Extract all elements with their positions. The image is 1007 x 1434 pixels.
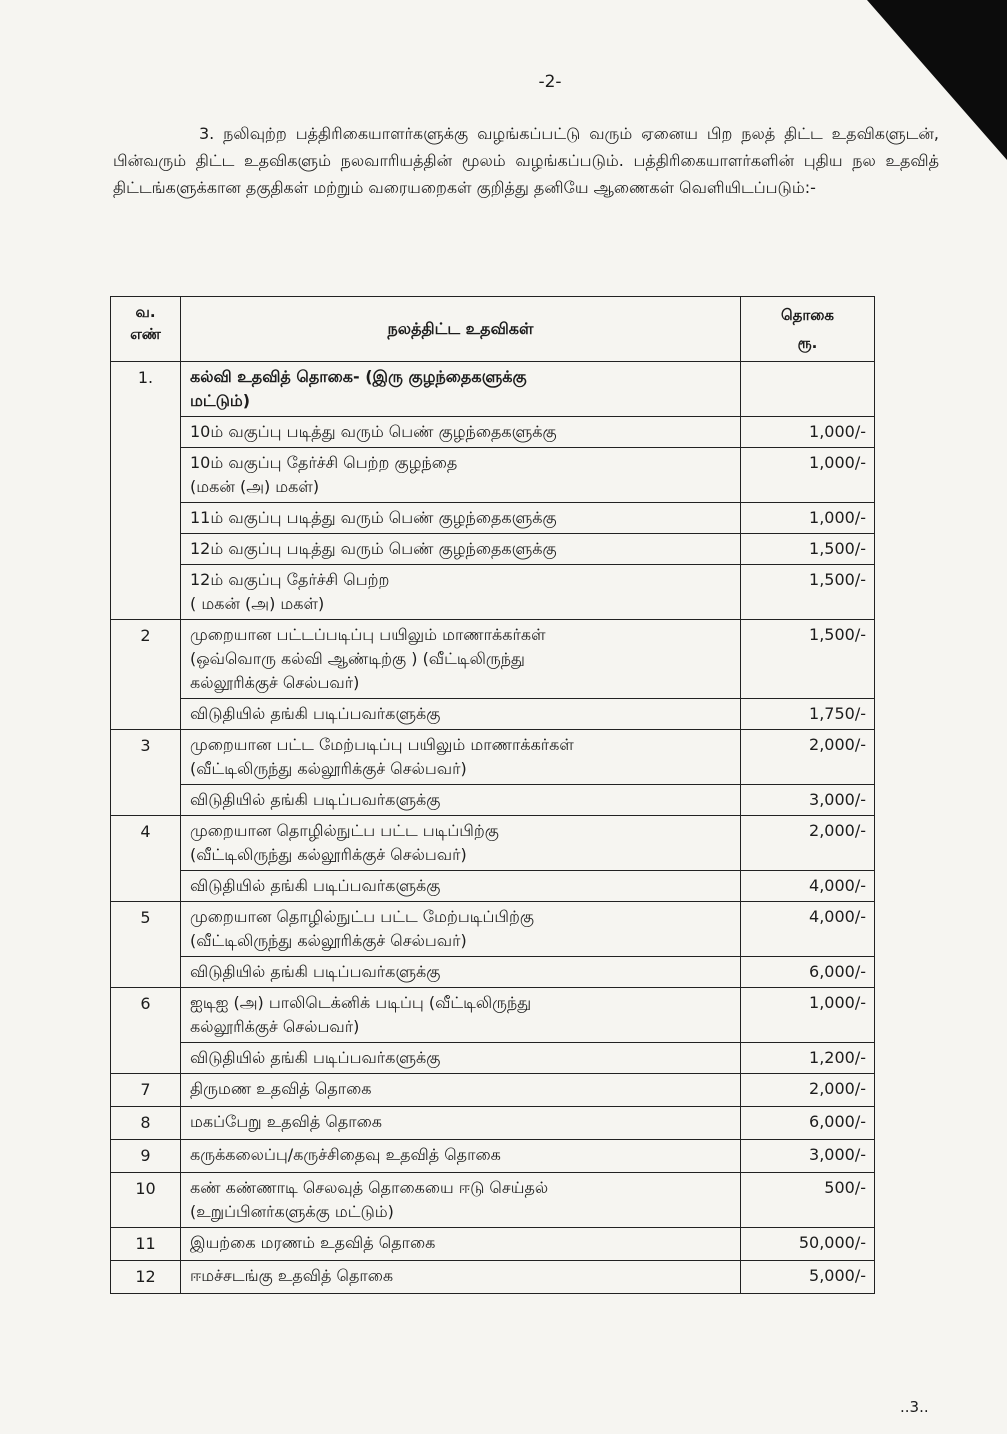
- table-row: [111, 503, 875, 534]
- header-sno-line1: வ.: [135, 303, 156, 321]
- row-description-line: (உறுப்பினர்களுக்கு மட்டும்): [190, 1202, 394, 1221]
- row-amount: 2,000/-: [741, 1074, 875, 1107]
- row-description: [181, 988, 741, 1043]
- row-amount: 3,000/-: [741, 1140, 875, 1173]
- row-description: [181, 730, 741, 785]
- row-description-line: ஈமச்சடங்கு உதவித் தொகை: [190, 1266, 394, 1285]
- row-description-line: 10ம் வகுப்பு படித்து வரும் பெண் குழந்தைகளுக்கு: [190, 422, 557, 441]
- welfare-schemes-table: [110, 296, 875, 1294]
- row-description: [181, 871, 741, 902]
- header-amount-line2: ரூ.: [797, 334, 818, 352]
- row-sno: [111, 448, 181, 503]
- row-description-line: ( மகன் (அ) மகள்): [190, 594, 325, 613]
- row-description: [181, 699, 741, 730]
- row-description: [181, 1173, 741, 1228]
- row-description-line: திருமண உதவித் தொகை: [190, 1079, 372, 1098]
- table-row: [111, 816, 875, 871]
- row-description-line: முறையான தொழில்நுட்ப பட்ட மேற்படிப்பிற்கு: [190, 907, 535, 926]
- next-page-reference: ..3..: [900, 1398, 929, 1416]
- row-description-line: (மகன் (அ) மகள்): [190, 477, 320, 496]
- row-sno: [111, 871, 181, 902]
- table-row: [111, 620, 875, 699]
- table-row: [111, 1107, 875, 1140]
- row-description: [181, 620, 741, 699]
- row-description: [181, 448, 741, 503]
- header-amount: [741, 297, 875, 362]
- table-row: [111, 902, 875, 957]
- row-description-line: மட்டும்): [190, 391, 251, 410]
- row-description: [181, 1228, 741, 1261]
- row-sno: [111, 699, 181, 730]
- table-row: [111, 1173, 875, 1228]
- row-amount: 2,000/-: [741, 730, 875, 785]
- row-sno: 6: [111, 988, 181, 1043]
- table-row: [111, 1261, 875, 1294]
- page-number: -2-: [538, 72, 562, 92]
- row-amount: 1,000/-: [741, 448, 875, 503]
- row-sno: 7: [111, 1074, 181, 1107]
- row-sno: 8: [111, 1107, 181, 1140]
- table-row: [111, 565, 875, 620]
- row-description-line: கல்லூரிக்குச் செல்பவர்): [190, 673, 360, 692]
- row-sno: [111, 417, 181, 448]
- header-description: நலத்திட்ட உதவிகள்: [181, 297, 741, 362]
- row-description: [181, 534, 741, 565]
- row-description-line: (ஒவ்வொரு கல்வி ஆண்டிற்கு ) (வீட்டிலிருந்து: [190, 649, 525, 668]
- row-description: [181, 1107, 741, 1140]
- row-amount: [741, 362, 875, 417]
- row-description-line: முறையான தொழில்நுட்ப பட்ட படிப்பிற்கு: [190, 821, 499, 840]
- row-description-line: விடுதியில் தங்கி படிப்பவர்களுக்கு: [190, 790, 441, 809]
- row-amount: 3,000/-: [741, 785, 875, 816]
- table-row: [111, 448, 875, 503]
- row-amount: 4,000/-: [741, 871, 875, 902]
- row-amount: 1,000/-: [741, 417, 875, 448]
- row-amount: 1,750/-: [741, 699, 875, 730]
- row-amount: 1,500/-: [741, 534, 875, 565]
- row-description-line: கல்வி உதவித் தொகை- (இரு குழந்தைகளுக்கு: [190, 367, 527, 386]
- table-row: [111, 1140, 875, 1173]
- row-description: [181, 957, 741, 988]
- intro-text: 3. நலிவுற்ற பத்திரிகையாளர்களுக்கு வழங்கப்பட்டு வரும் ஏனைய பிற நலத் திட்ட உதவிகளுடன், பின்வரும் திட்ட உதவிகளும் நலவாரியத்தின் மூலம் வழங்கப்படும். பத்திரிகையாளர்களின் புதிய நல உதவித் திட்டங்களுக்கான தகுதிகள் மற்றும் வரையறைகள் குறித்து தனியே ஆணைகள் வெளியிடப்படும்:-: [113, 124, 940, 197]
- row-amount: 1,000/-: [741, 503, 875, 534]
- row-sno: [111, 534, 181, 565]
- row-amount: 1,200/-: [741, 1043, 875, 1074]
- row-amount: 2,000/-: [741, 816, 875, 871]
- row-description-line: (வீட்டிலிருந்து கல்லூரிக்குச் செல்பவர்): [190, 931, 467, 950]
- row-description-line: ஐடிஐ (அ) பாலிடெக்னிக் படிப்பு (வீட்டிலிருந்து: [190, 993, 532, 1012]
- header-amount-line1: தொகை: [780, 306, 835, 324]
- row-description-line: முறையான பட்ட மேற்படிப்பு பயிலும் மாணாக்கர்கள்: [190, 735, 574, 754]
- table-row: [111, 1043, 875, 1074]
- row-description-line: விடுதியில் தங்கி படிப்பவர்களுக்கு: [190, 1048, 441, 1067]
- row-sno: 2: [111, 620, 181, 699]
- row-amount: 6,000/-: [741, 957, 875, 988]
- row-description-line: கருக்கலைப்பு/கருச்சிதைவு உதவித் தொகை: [190, 1145, 501, 1164]
- row-description-line: 12ம் வகுப்பு படித்து வரும் பெண் குழந்தைகளுக்கு: [190, 539, 557, 558]
- row-sno: 4: [111, 816, 181, 871]
- row-description-line: 11ம் வகுப்பு படித்து வரும் பெண் குழந்தைகளுக்கு: [190, 508, 557, 527]
- row-amount: 1,500/-: [741, 565, 875, 620]
- table-row: [111, 1074, 875, 1107]
- row-description-line: விடுதியில் தங்கி படிப்பவர்களுக்கு: [190, 704, 441, 723]
- row-description-line: விடுதியில் தங்கி படிப்பவர்களுக்கு: [190, 962, 441, 981]
- row-amount: 5,000/-: [741, 1261, 875, 1294]
- row-description: [181, 417, 741, 448]
- row-sno: 10: [111, 1173, 181, 1228]
- row-description: [181, 503, 741, 534]
- table-row: [111, 730, 875, 785]
- row-sno: [111, 785, 181, 816]
- row-description: [181, 1074, 741, 1107]
- welfare-table-container: [110, 296, 875, 1294]
- row-description: [181, 1043, 741, 1074]
- header-sno: [111, 297, 181, 362]
- row-description: [181, 785, 741, 816]
- table-body: [111, 362, 875, 1294]
- row-description: [181, 1261, 741, 1294]
- row-amount: 6,000/-: [741, 1107, 875, 1140]
- table-row: [111, 699, 875, 730]
- table-row: [111, 988, 875, 1043]
- row-description-line: விடுதியில் தங்கி படிப்பவர்களுக்கு: [190, 876, 441, 895]
- row-sno: [111, 1043, 181, 1074]
- table-row: [111, 362, 875, 417]
- table-header-row: [111, 297, 875, 362]
- row-description-line: (வீட்டிலிருந்து கல்லூரிக்குச் செல்பவர்): [190, 759, 467, 778]
- row-sno: 5: [111, 902, 181, 957]
- row-description-line: மகப்பேறு உதவித் தொகை: [190, 1112, 382, 1131]
- row-amount: 1,500/-: [741, 620, 875, 699]
- row-sno: [111, 565, 181, 620]
- row-amount: 50,000/-: [741, 1228, 875, 1261]
- row-sno: 9: [111, 1140, 181, 1173]
- row-sno: [111, 957, 181, 988]
- header-sno-line2: எண்: [130, 325, 161, 343]
- row-description-line: கல்லூரிக்குச் செல்பவர்): [190, 1017, 360, 1036]
- row-amount: 4,000/-: [741, 902, 875, 957]
- table-row: [111, 1228, 875, 1261]
- row-description-line: (வீட்டிலிருந்து கல்லூரிக்குச் செல்பவர்): [190, 845, 467, 864]
- intro-paragraph: [113, 120, 939, 201]
- row-description-line: 10ம் வகுப்பு தேர்ச்சி பெற்ற குழந்தை: [190, 453, 458, 472]
- row-description-line: 12ம் வகுப்பு தேர்ச்சி பெற்ற: [190, 570, 390, 589]
- row-description: [181, 362, 741, 417]
- row-description-line: இயற்கை மரணம் உதவித் தொகை: [190, 1233, 436, 1252]
- row-sno: 11: [111, 1228, 181, 1261]
- row-amount: 1,000/-: [741, 988, 875, 1043]
- row-description-line: முறையான பட்டப்படிப்பு பயிலும் மாணாக்கர்கள்: [190, 625, 546, 644]
- row-description: [181, 902, 741, 957]
- table-row: [111, 785, 875, 816]
- table-row: [111, 871, 875, 902]
- row-sno: 1.: [111, 362, 181, 417]
- row-description: [181, 816, 741, 871]
- table-row: [111, 417, 875, 448]
- table-row: [111, 534, 875, 565]
- row-amount: 500/-: [741, 1173, 875, 1228]
- row-description: [181, 565, 741, 620]
- row-sno: 3: [111, 730, 181, 785]
- row-description: [181, 1140, 741, 1173]
- row-description-line: கண் கண்ணாடி செலவுத் தொகையை ஈடு செய்தல்: [190, 1178, 549, 1197]
- table-row: [111, 957, 875, 988]
- row-sno: [111, 503, 181, 534]
- row-sno: 12: [111, 1261, 181, 1294]
